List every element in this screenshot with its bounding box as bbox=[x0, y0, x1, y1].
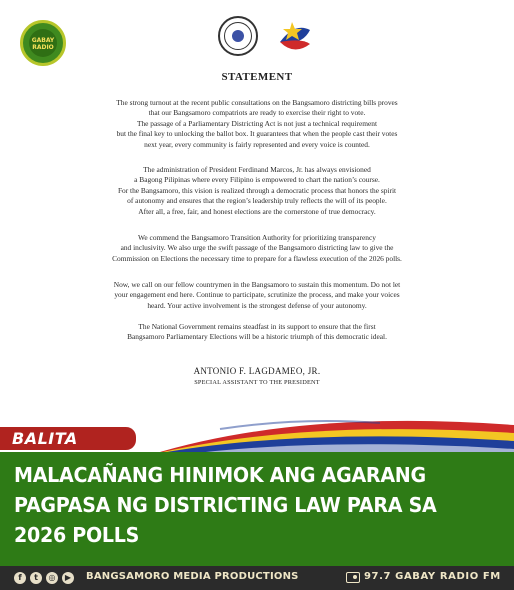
balita-tag-label: BALITA bbox=[12, 429, 78, 448]
statement-paragraph-1 bbox=[40, 98, 474, 150]
headline-box bbox=[0, 452, 514, 566]
footer-left-text: BANGSAMORO MEDIA PRODUCTIONS bbox=[86, 571, 299, 582]
statement-line: After all, a free, fair, and honest elections are the cornerstone of true democracy. bbox=[138, 206, 376, 216]
statement-line: The administration of President Ferdinand Marcos, Jr. has always envisioned bbox=[143, 165, 371, 174]
statement-line: of autonomy and ensures that the region’s leadership truly reflects the will of its people. bbox=[127, 196, 387, 206]
statement-line: and inclusivity. We also urge the swift passage of the Bangsamoro districting law to give the bbox=[120, 243, 394, 253]
facebook-icon[interactable]: f bbox=[14, 572, 26, 584]
twitter-icon[interactable]: t bbox=[30, 572, 42, 584]
statement-line: heard. Your active involvement is the strongest defense of your autonomy. bbox=[147, 300, 367, 310]
statement-line: The strong turnout at the recent public consultations on the Bangsamoro districting bills proves bbox=[116, 98, 398, 107]
office-of-the-president-seal-icon bbox=[218, 16, 258, 56]
headline: MALACAÑANG HINIMOK ANG AGARANG PAGPASA NG DISTRICTING LAW PARA SA 2026 POLLS bbox=[14, 463, 437, 547]
statement-line: Commission on Elections the necessary time to prepare for a flawless execution of the 2026 polls. bbox=[112, 253, 402, 263]
statement-line: that our Bangsamoro compatriots are ready to exercise their right to vote. bbox=[148, 108, 366, 118]
statement-line: The passage of a Parliamentary Districting Act is not just a technical requirement bbox=[136, 118, 378, 128]
radio-icon bbox=[346, 572, 360, 583]
statement-line: Bangsamoro Parliamentary Elections will be a historic triumph of this democratic ideal. bbox=[127, 332, 387, 342]
youtube-icon[interactable]: ▶ bbox=[62, 572, 74, 584]
statement-paragraph-2 bbox=[40, 165, 474, 217]
statement-line: but the final key to unlocking the ballot box. It guarantees that when the people cast their votes bbox=[116, 129, 398, 139]
statement-line: next year, every community is fairly represented and every voice is counted. bbox=[144, 139, 370, 149]
statement-line: Now, we call on our fellow countrymen in the Bangsamoro to sustain this momentum. Do not let bbox=[113, 280, 401, 289]
statement-line: We commend the Bangsamoro Transition Authority for prioritizing transparency bbox=[138, 233, 376, 242]
bagong-pilipinas-logo-icon bbox=[276, 16, 314, 56]
instagram-icon[interactable]: ◎ bbox=[46, 572, 58, 584]
statement-line: The National Government remains steadfast in its support to ensure that the first bbox=[138, 322, 376, 331]
statement-line: For the Bangsamoro, this vision is realized through a democratic process that honors the spirit bbox=[117, 185, 397, 195]
statement-paragraph-3 bbox=[40, 233, 474, 264]
footer-right-text: 97.7 GABAY RADIO FM bbox=[364, 571, 501, 582]
footer-bar bbox=[0, 566, 514, 590]
gabay-radio-logo-icon: GABAY RADIO bbox=[20, 20, 66, 66]
statement-title: STATEMENT bbox=[221, 71, 293, 83]
balita-tag bbox=[0, 427, 136, 450]
statement-paragraph-4 bbox=[40, 280, 474, 311]
signatory-name: ANTONIO F. LAGDAMEO, JR. bbox=[193, 366, 321, 376]
statement-paragraph-5 bbox=[40, 322, 474, 343]
statement-line: your engagement end here. Continue to participate, scrutinize the process, and make your voices bbox=[114, 290, 400, 300]
statement-line: a Bagong Pilipinas where every Filipino is empowered to chart the nation’s course. bbox=[134, 175, 380, 185]
signatory-title: SPECIAL ASSISTANT TO THE PRESIDENT bbox=[194, 379, 320, 386]
